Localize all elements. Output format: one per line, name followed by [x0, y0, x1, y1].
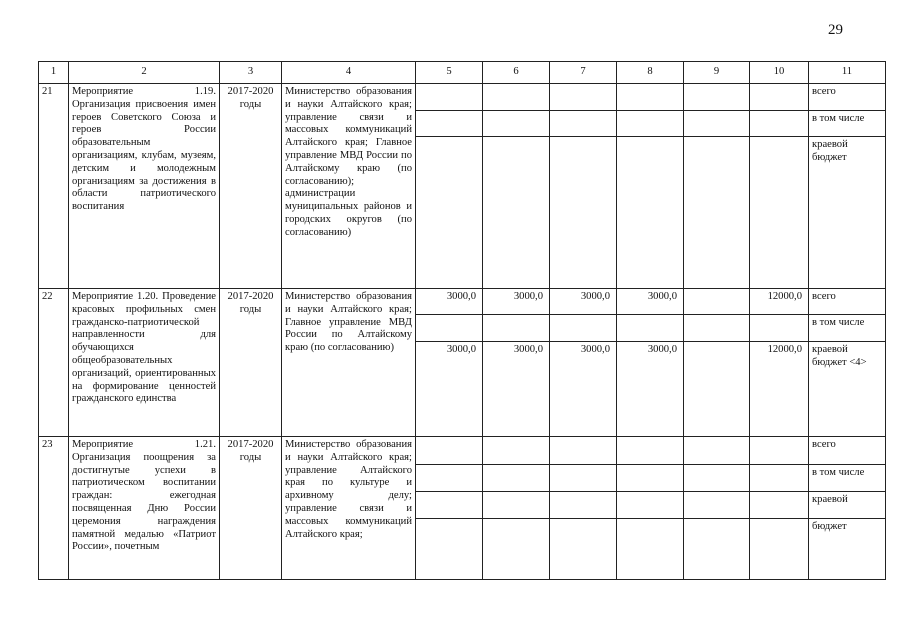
value-2017: 3000,0 [416, 342, 483, 437]
row-number: 23 [39, 437, 69, 580]
executors: Министерство образования и науки Алтайского края; управление связи и массовых коммуникаций Алтайского края; Главное управление МВД России по Алтайскому краю (по согласованию); администрации муниципальных районов и городских округов (по согласованию) [282, 84, 416, 289]
funding-source: в том числе [809, 465, 886, 492]
value-2020 [617, 315, 684, 342]
funding-source: всего [809, 84, 886, 111]
value-2019 [550, 84, 617, 111]
value-total [750, 315, 809, 342]
value-2018 [483, 137, 550, 289]
value-2019: 3000,0 [550, 289, 617, 315]
period: 2017-2020 годы [220, 289, 282, 437]
value-col9 [684, 465, 750, 492]
value-col9 [684, 111, 750, 137]
header-cell: 3 [220, 62, 282, 84]
header-cell: 2 [69, 62, 220, 84]
value-2018 [483, 84, 550, 111]
value-2019 [550, 315, 617, 342]
value-2020: 3000,0 [617, 289, 684, 315]
value-total [750, 519, 809, 580]
header-cell: 5 [416, 62, 483, 84]
table-row [39, 289, 886, 315]
value-2019 [550, 519, 617, 580]
value-total [750, 492, 809, 519]
header-cell: 11 [809, 62, 886, 84]
value-2020 [617, 437, 684, 465]
period: 2017-2020 годы [220, 84, 282, 289]
funding-source: краевой бюджет <4> [809, 342, 886, 437]
value-col9 [684, 492, 750, 519]
program-table [38, 61, 886, 580]
funding-source: краевой [809, 492, 886, 519]
event-description: Мероприятие 1.20. Проведение красовых профильных смен гражданско-патриотической направленности для обучающихся общеобразовательных организаций, ориентированных на формирование ценностей гражданского единства [69, 289, 220, 437]
value-2020: 3000,0 [617, 342, 684, 437]
value-total [750, 84, 809, 111]
value-2019 [550, 492, 617, 519]
value-2019 [550, 137, 617, 289]
value-2017 [416, 519, 483, 580]
header-cell: 1 [39, 62, 69, 84]
value-2020 [617, 519, 684, 580]
value-col9 [684, 437, 750, 465]
value-2017 [416, 315, 483, 342]
header-cell: 10 [750, 62, 809, 84]
value-total [750, 465, 809, 492]
header-cell: 4 [282, 62, 416, 84]
value-2020 [617, 111, 684, 137]
table-row [39, 84, 886, 111]
value-2020 [617, 465, 684, 492]
value-2020 [617, 84, 684, 111]
value-2018 [483, 315, 550, 342]
table-row [39, 437, 886, 465]
value-2019 [550, 437, 617, 465]
executors: Министерство образования и науки Алтайского края; Главное управление МВД России по Алтайскому краю (по согласованию) [282, 289, 416, 437]
period: 2017-2020 годы [220, 437, 282, 580]
value-col9 [684, 289, 750, 315]
value-col9 [684, 315, 750, 342]
row-number: 22 [39, 289, 69, 437]
value-2017 [416, 84, 483, 111]
value-col9 [684, 519, 750, 580]
event-description: Мероприятие 1.21. Организация поощрения за достигнутые успехи в патриотическом воспитании граждан: ежегодная посвященная Дню России церемония награждения памятной медалью «Патриот России», почетным [69, 437, 220, 580]
value-col9 [684, 342, 750, 437]
value-2018 [483, 519, 550, 580]
value-col9 [684, 137, 750, 289]
funding-source: в том числе [809, 315, 886, 342]
value-2018: 3000,0 [483, 342, 550, 437]
value-total [750, 137, 809, 289]
value-col9 [684, 84, 750, 111]
value-total [750, 111, 809, 137]
value-2017 [416, 111, 483, 137]
value-2018 [483, 492, 550, 519]
value-2017 [416, 437, 483, 465]
header-cell: 7 [550, 62, 617, 84]
funding-source: краевой бюджет [809, 137, 886, 289]
row-number: 21 [39, 84, 69, 289]
value-2019 [550, 111, 617, 137]
header-cell: 9 [684, 62, 750, 84]
page-number: 29 [828, 22, 843, 38]
value-2019 [550, 465, 617, 492]
value-2017 [416, 137, 483, 289]
value-2018 [483, 465, 550, 492]
funding-source: бюджет [809, 519, 886, 580]
value-total: 12000,0 [750, 342, 809, 437]
value-2017: 3000,0 [416, 289, 483, 315]
value-2020 [617, 137, 684, 289]
value-2017 [416, 465, 483, 492]
header-cell: 6 [483, 62, 550, 84]
value-total: 12000,0 [750, 289, 809, 315]
executors: Министерство образования и науки Алтайского края; управление Алтайского края по культуре и архивному делу; управление связи и массовых коммуникаций Алтайского края; [282, 437, 416, 580]
event-description: Мероприятие 1.19. Организация присвоения имен героев Советского Союза и героев России образовательным организациям, клубам, музеям, детским и молодежным организациям за достижения в области патриотического воспитания [69, 84, 220, 289]
header-row [39, 62, 886, 84]
header-cell: 8 [617, 62, 684, 84]
value-total [750, 437, 809, 465]
funding-source: всего [809, 437, 886, 465]
value-2020 [617, 492, 684, 519]
funding-source: всего [809, 289, 886, 315]
funding-source: в том числе [809, 111, 886, 137]
value-2018: 3000,0 [483, 289, 550, 315]
value-2018 [483, 437, 550, 465]
value-2018 [483, 111, 550, 137]
value-2019: 3000,0 [550, 342, 617, 437]
value-2017 [416, 492, 483, 519]
